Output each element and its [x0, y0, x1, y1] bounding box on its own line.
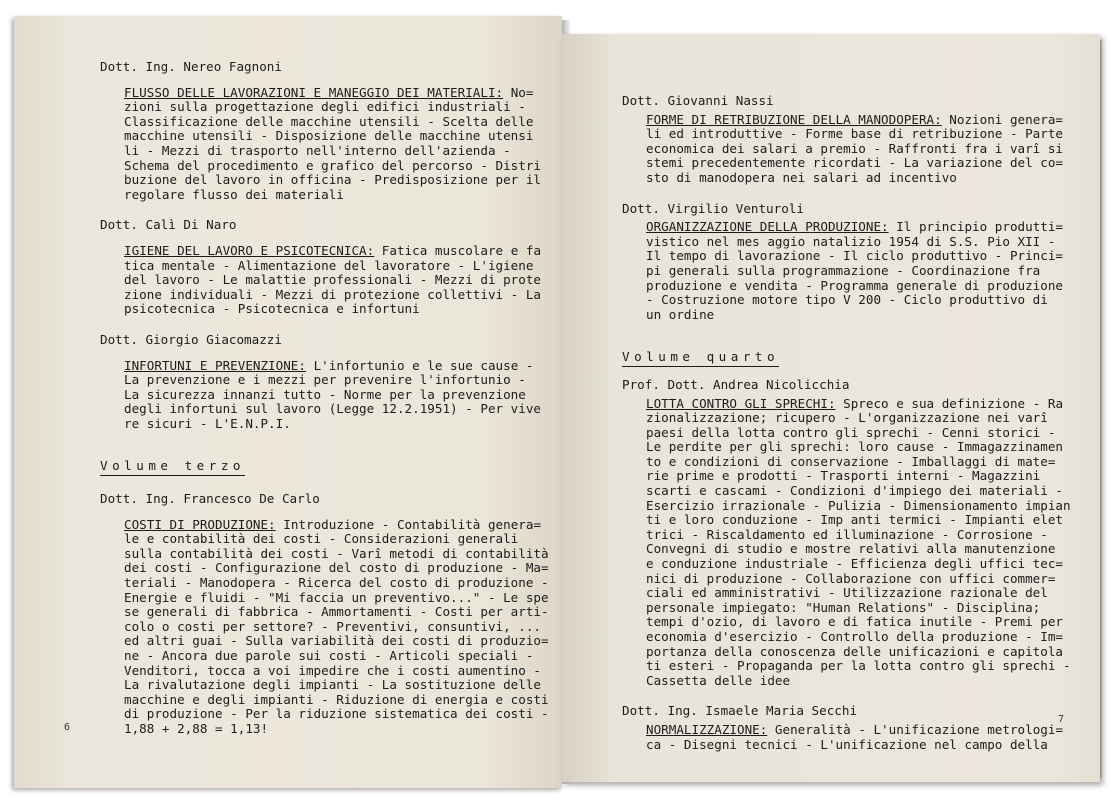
text-line: li ed introduttive - Forme base di retribuzione - Parte [646, 126, 1064, 142]
course-title: IGIENE DEL LAVORO E PSICOTECNICA: [124, 242, 375, 258]
text-line: di produzione - Per la riduzione sistematica dei costi - [124, 706, 549, 722]
text-line: stemi precedentemente ricordati - La variazione del co= [646, 155, 1064, 171]
text-line: Le perdite per gli sprechi: loro cause - Immagazzinamen [646, 439, 1064, 455]
text-line: economia d'esercizio - Controllo della produzione - Im= [646, 629, 1064, 644]
course-entry [646, 395, 1071, 689]
text-line: to e condizioni di conservazione - Imballaggi di mate= [646, 453, 1056, 469]
text-line: pi generali sulla programmazione - Coordinazione fra [646, 262, 1041, 278]
author-name: Prof. Dott. Andrea Nicolicchia [622, 376, 850, 392]
text-line: dei costi - Configurazione del costo di produzione - Ma= [124, 560, 549, 576]
text-line: Esercizio irrazionale - Pulizia - Dimensionamento impian [646, 497, 1071, 513]
author-name: Dott. Calì Di Naro [100, 217, 237, 233]
text-line: sulla contabilità dei costi - Varî metodi di contabilità [124, 545, 549, 561]
text-line: buzione del lavoro in officina - Predisposizione per il [124, 172, 542, 188]
text-line: Energie e fluidi - "Mi faccia un preventivo..." - Le spe [124, 589, 549, 605]
course-entry [124, 86, 540, 203]
text-line: teriali - Manodopera - Ricerca del costo di produzione - [124, 575, 549, 591]
page-number: 6 [64, 722, 71, 733]
text-line: Il principio produtti= [888, 219, 1064, 235]
text-line: Classificazione delle macchine utensili - Scelta delle [124, 113, 534, 129]
course-entry [124, 359, 540, 432]
course-title: INFORTUNI E PREVENZIONE: [124, 357, 306, 373]
right-page [562, 34, 1100, 782]
text-line: ca - Disegni tecnici - L'unificazione nel campo della [646, 736, 1048, 752]
author-name: Dott. Ing. Francesco De Carlo [100, 491, 320, 507]
text-line: No= [503, 84, 534, 100]
course-title: LOTTA CONTRO GLI SPRECHI: [646, 395, 836, 411]
course-entry [124, 516, 549, 737]
text-line: regolare flusso dei materiali [124, 186, 344, 202]
page-number: 7 [1058, 714, 1065, 725]
section-de-carlo [100, 491, 549, 737]
course-entry [124, 244, 540, 317]
text-line: psicotecnica - Psicotecnica e infortuni [124, 301, 420, 317]
text-line: La sicurezza innanzi tutto - Norme per la prevenzione [124, 386, 526, 402]
text-line: Spreco e sua definizione - Ra [835, 395, 1064, 411]
text-line: Generalità - L'unificazione metrologi= [767, 721, 1064, 737]
text-line: tempi d'ozio, di lavoro e di fatica inutile - Premi per [646, 614, 1064, 630]
text-line: Nozioni genera= [941, 111, 1064, 127]
text-line: La rivalutazione degli impianti - La sostituzione delle [124, 677, 542, 693]
text-line: se generali di fabbrica - Ammortamenti - Costi per arti- [124, 604, 549, 620]
author-name: Dott. Ing. Ismaele Maria Secchi [622, 703, 858, 719]
section-venturoli [622, 202, 1062, 323]
section-fagnoni [100, 60, 540, 202]
text-line: nici di produzione - Collaborazione con uffici commer= [646, 570, 1056, 586]
text-line: Il tempo di lavorazione - Il ciclo produttivo - Princi= [646, 248, 1064, 264]
section-nicolicchia [622, 376, 1071, 688]
text-line: sto di manodopera nei salari ad incentivo [646, 169, 957, 185]
text-line: del lavoro - Le malattie professionali - Mezzi di prote [124, 272, 542, 288]
text-line: ciali ed amministrativi - Utilizzazione razionale del [646, 585, 1048, 601]
text-line: 1,88 + 2,88 = 1,13! [124, 720, 269, 736]
text-line: - Costruzione motore tipo V 200 - Ciclo produttivo di [646, 292, 1048, 308]
text-line: degli infortuni sul lavoro (Legge 12.2.1951) - Per vive [124, 401, 542, 417]
text-line: Cassetta delle idee [646, 672, 791, 688]
text-line: scarti e cascami - Condizioni d'impiego dei materiali - [646, 483, 1064, 499]
left-page-text [100, 59, 549, 737]
volume-heading: Volume terzo [100, 459, 245, 476]
course-title: ORGANIZZAZIONE DELLA PRODUZIONE: [646, 219, 889, 235]
author-name: Dott. Virgilio Venturoli [622, 200, 804, 216]
text-line: portanza della conoscenza delle unificazioni e capitola [646, 643, 1064, 659]
text-line: Convegni di studio e mostre relativi alla manutenzione [646, 541, 1056, 557]
text-line: rie prime e prodotti - Trasporti interni - Magazzini [646, 468, 1041, 484]
text-line: paesi della lotta contro gli sprechi - Cenni storici - [646, 424, 1056, 440]
author-name: Dott. Giovanni Nassi [622, 93, 774, 108]
author-name: Dott. Ing. Nereo Fagnoni [100, 59, 282, 74]
text-line: Introduzione - Contabilità genera= [275, 516, 542, 532]
section-giacomazzi [100, 333, 540, 432]
text-line: un ordine [646, 306, 715, 322]
text-line: produzione e vendita - Programma generale di produzione [646, 277, 1064, 293]
text-line: macchine utensili - Disposizione delle macchine utensi [124, 128, 534, 144]
text-line: Schema del procedimento e grafico del percorso - Distri [124, 157, 542, 173]
text-line: personale impiegato: "Human Relations" - Disciplina; [646, 599, 1041, 615]
course-title: COSTI DI PRODUZIONE: [124, 516, 276, 532]
author-name: Dott. Giorgio Giacomazzi [100, 331, 282, 347]
text-line: le e contabilità dei costi - Considerazioni generali [124, 531, 519, 547]
right-page-text [622, 93, 1071, 752]
volume-heading: Volume quarto [622, 350, 779, 367]
text-line: ed altri guai - Sulla variabilità dei costi di produzio= [124, 633, 549, 649]
text-line: La prevenzione e i mezzi per prevenire l'infortunio - [124, 372, 526, 388]
text-line: zionalizzazione; ricupero - L'organizzazione nei varî [646, 410, 1048, 426]
course-entry [646, 723, 1062, 752]
left-page [14, 16, 562, 788]
text-line: zioni sulla progettazione degli edifici industriali - [124, 99, 526, 115]
text-line: re sicuri - L'E.N.P.I. [124, 415, 291, 431]
text-line: ti esteri - Propaganda per la lotta contro gli sprechi - [646, 658, 1071, 674]
section-cali-di-naro [100, 218, 540, 317]
text-line: colo o costi per settore? - Preventivi, consuntivi, ... [124, 618, 542, 634]
text-line: zione individuali - Mezzi di protezione collettivi - La [124, 286, 542, 302]
section-nassi [622, 94, 1062, 186]
course-entry [646, 220, 1062, 322]
course-entry [646, 113, 1062, 186]
course-title: FORME DI RETRIBUZIONE DELLA MANODOPERA: [646, 111, 942, 127]
text-line: Venditori, tocca a voi impedire che i costi aumentino - [124, 662, 542, 678]
text-line: ti e loro conduzione - Imp anti termici - Impianti elet [646, 512, 1064, 528]
text-line: ne - Ancora due parole sui costi - Articoli speciali - [124, 648, 534, 663]
text-line: macchine e degli impianti - Riduzione di energia e costi [124, 691, 549, 707]
text-line: Fatica muscolare e fa [374, 242, 542, 258]
text-line: vistico nel mes aggio natalizio 1954 di S.S. Pio XII - [646, 233, 1056, 249]
text-line: li - Mezzi di trasporto nell'interno dell'azienda - [124, 142, 511, 158]
course-title: NORMALIZZAZIONE: [646, 721, 768, 737]
section-secchi [622, 703, 1065, 752]
text-line: tica mentale - Alimentazione del lavoratore - L'igiene [124, 257, 534, 273]
text-line: trici - Riscaldamento ed illuminazione - Corrosione - [646, 526, 1048, 542]
course-title: FLUSSO DELLE LAVORAZIONI E MANEGGIO DEI MATERIALI: [124, 84, 504, 100]
text-line: economica dei salari a premio - Raffronti fra i varî si [646, 140, 1064, 156]
text-line: e conduzione industriale - Efficienza degli uffici tec= [646, 556, 1064, 572]
text-line: L'infortunio e le sue cause - [305, 357, 534, 373]
